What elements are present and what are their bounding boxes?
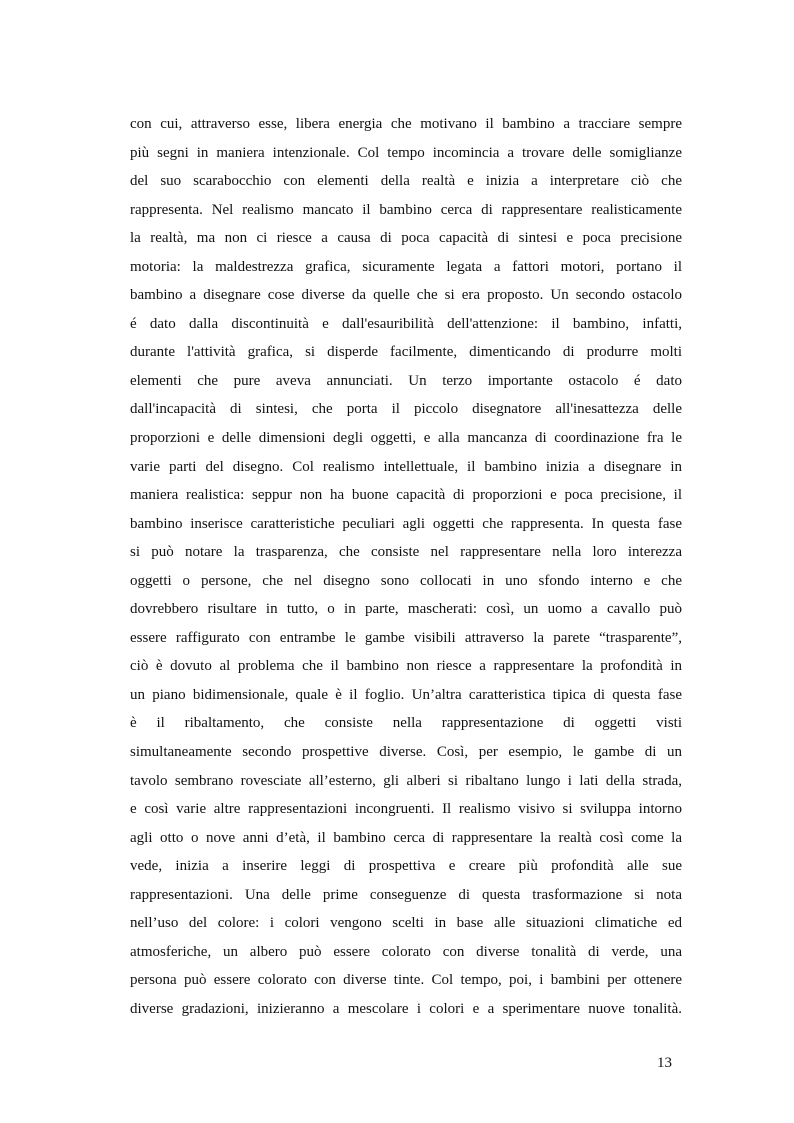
text-line: é dato dalla discontinuità e dall'esauribilità dell'attenzione: il bambino, infatti, [130, 315, 682, 332]
text-line: essere raffigurato con entrambe le gambe visibili attraverso la parete “trasparente”, [130, 629, 682, 646]
text-line: rappresentazioni. Una delle prime conseguenze di questa trasformazione si nota [130, 886, 682, 903]
text-line: durante l'attività grafica, si disperde facilmente, dimenticando di produrre molti [130, 344, 682, 361]
text-line: varie parti del disegno. Col realismo intellettuale, il bambino inizia a disegnare in [130, 458, 682, 475]
text-line: con cui, attraverso esse, libera energia che motivano il bambino a tracciare sempre [130, 116, 682, 132]
text-line: la realtà, ma non ci riesce a causa di poca capacità di sintesi e poca precisione [130, 230, 682, 247]
text-line: si può notare la trasparenza, che consiste nel rappresentare nella loro interezza [130, 544, 682, 561]
text-line: bambino inserisce caratteristiche peculiari agli oggetti che rappresenta. In questa fase [130, 515, 682, 532]
text-line: dovrebbero risultare in tutto, o in parte, mascherati: così, un uomo a cavallo può [130, 601, 682, 618]
text-line: è il ribaltamento, che consiste nella rappresentazione di oggetti visti [130, 715, 682, 732]
text-line: più segni in maniera intenzionale. Col tempo incomincia a trovare delle somiglianze [130, 144, 682, 161]
text-line: oggetti o persone, che nel disegno sono collocati in uno sfondo interno e che [130, 572, 682, 589]
text-line: nell’uso del colore: i colori vengono scelti in base alle situazioni climatiche ed [130, 915, 682, 932]
text-line: ciò è dovuto al problema che il bambino non riesce a rappresentare la profondità in [130, 658, 682, 675]
text-line: maniera realistica: seppur non ha buone capacità di proporzioni e poca precisione, il [130, 487, 682, 504]
text-line: agli otto o nove anni d’età, il bambino cerca di rappresentare la realtà così come la [130, 829, 682, 846]
text-line: motoria: la maldestrezza grafica, sicuramente legata a fattori motori, portano il [130, 258, 682, 275]
text-line: diverse gradazioni, inizieranno a mescolare i colori e a sperimentare nuove tonalità. [130, 1000, 682, 1017]
text-line: vede, inizia a inserire leggi di prospettiva e creare più profondità alle sue [130, 858, 682, 875]
text-line: un piano bidimensionale, quale è il foglio. Un’altra caratteristica tipica di questa fase [130, 686, 682, 703]
text-line: dall'incapacità di sintesi, che porta il piccolo disegnatore all'inesattezza delle [130, 401, 682, 418]
text-line: del suo scarabocchio con elementi della realtà e inizia a interpretare ciò che [130, 173, 682, 190]
text-line: elementi che pure aveva annunciati. Un terzo importante ostacolo é dato [130, 372, 682, 389]
text-line: bambino a disegnare cose diverse da quelle che si era proposto. Un secondo ostacolo [130, 287, 682, 304]
text-line: atmosferiche, un albero può essere colorato con diverse tonalità di verde, una [130, 943, 682, 960]
body-text [130, 110, 682, 1024]
text-line: e così varie altre rappresentazioni incongruenti. Il realismo visivo si sviluppa intorno [130, 801, 682, 818]
text-line: tavolo sembrano rovesciate all’esterno, gli alberi si ribaltano lungo i lati della strada, [130, 772, 682, 789]
text-line: proporzioni e delle dimensioni degli oggetti, e alla mancanza di coordinazione fra le [130, 430, 682, 447]
page-number: 13 [657, 1055, 672, 1071]
text-line: simultaneamente secondo prospettive diverse. Così, per esempio, le gambe di un [130, 744, 682, 761]
text-line: persona può essere colorato con diverse tinte. Col tempo, poi, i bambini per ottenere [130, 972, 682, 989]
text-line: rappresenta. Nel realismo mancato il bambino cerca di rappresentare realisticamente [130, 201, 682, 218]
